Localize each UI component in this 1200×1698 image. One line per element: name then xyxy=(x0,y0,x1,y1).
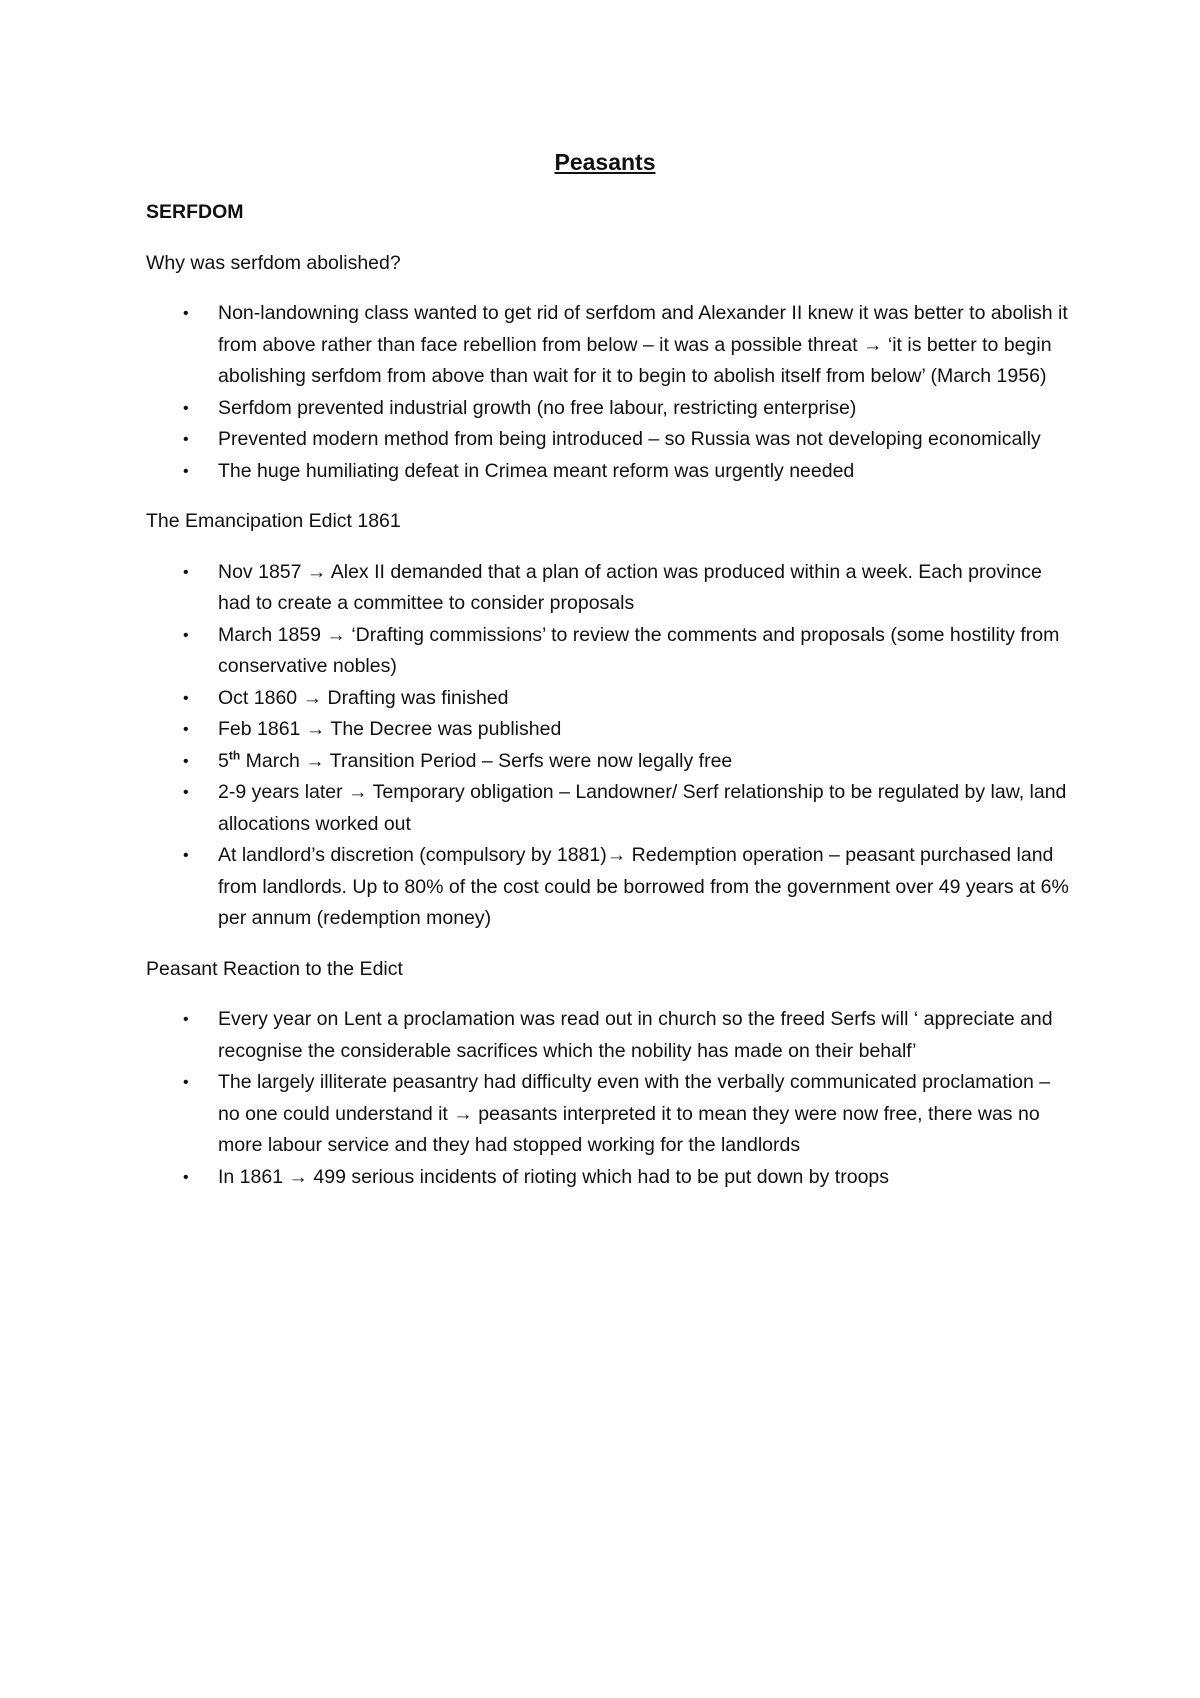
bullet-icon: • xyxy=(183,752,189,770)
bullet-text: Non-landowning class wanted to get rid of serfdom and Alexander II knew it was better to abolish it from above rather than face rebellion from below – it was a possible threat xyxy=(218,302,1068,356)
bullet-icon: • xyxy=(183,431,189,448)
arrow-right-icon: → xyxy=(305,749,325,772)
bullet-icon: • xyxy=(183,462,189,480)
timeline-date-number: 5 xyxy=(218,749,229,772)
bullet-icon: • xyxy=(183,1168,189,1186)
timeline-text: Transition Period – Serfs were now legally free xyxy=(329,749,733,772)
list-item xyxy=(146,777,1076,840)
bullet-icon: • xyxy=(183,689,189,707)
arrow-right-icon: → xyxy=(302,686,323,709)
bullet-text: Prevented modern method from being introduced – so Russia was not developing economically xyxy=(218,428,1041,450)
bullet-text-quote: ‘it is better to begin abolishing serfdom from above than wait for it to begin to abolish itself from below’ (March 1956) xyxy=(218,333,1052,387)
timeline-date: March 1859 xyxy=(218,623,321,646)
section-heading-emancipation-edict: The Emancipation Edict 1861 xyxy=(146,510,401,532)
arrow-right-icon: → xyxy=(288,1165,308,1188)
timeline-text: ‘Drafting commissions’ to review the comments and proposals (some hostility from conservative nobles) xyxy=(218,623,1060,677)
bullet-text: 499 serious incidents of rioting which had to be put down by troops xyxy=(313,1165,890,1188)
list-item xyxy=(146,1067,1076,1162)
list-item xyxy=(146,557,1076,620)
timeline-date-month: March xyxy=(245,749,300,772)
bullet-icon: • xyxy=(183,784,189,801)
page-title: Peasants xyxy=(554,149,656,175)
arrow-right-icon: → xyxy=(306,560,327,583)
serfdom-reasons-list xyxy=(146,298,1076,487)
arrow-right-icon: → xyxy=(305,718,326,740)
arrow-right-icon: → xyxy=(862,333,883,356)
bullet-icon: • xyxy=(183,626,189,644)
timeline-text: Redemption operation – peasant purchased land from landlords. Up to 80% of the cost could be borrowed from the government over 49 years at 6% per annum (redemption money) xyxy=(218,844,1069,929)
timeline-date-ordinal: th xyxy=(228,748,241,762)
bullet-icon: • xyxy=(183,399,189,417)
question-why-abolished: Why was serfdom abolished? xyxy=(146,251,401,274)
bullet-icon: • xyxy=(183,305,189,322)
list-item xyxy=(146,424,1076,456)
bullet-icon: • xyxy=(183,1011,189,1028)
list-item xyxy=(146,746,1076,778)
bullet-text: peasants interpreted it to mean they were now free, there was no more labour service and they had stopped working for the landlords xyxy=(218,1102,1040,1156)
timeline-date: Oct 1860 xyxy=(218,686,298,709)
peasant-reaction-list xyxy=(146,1004,1076,1193)
timeline-date: Feb 1861 xyxy=(218,718,301,740)
bullet-icon: • xyxy=(183,563,189,581)
bullet-icon: • xyxy=(183,721,189,738)
timeline-date: 2-9 years later xyxy=(218,781,343,803)
list-item xyxy=(146,840,1076,935)
bullet-icon: • xyxy=(183,847,189,864)
list-item xyxy=(146,620,1076,683)
bullet-text: The huge humiliating defeat in Crimea meant reform was urgently needed xyxy=(218,459,855,482)
list-item xyxy=(146,456,1076,488)
list-item xyxy=(146,1004,1076,1067)
timeline-date: Nov 1857 xyxy=(218,560,302,583)
list-item xyxy=(146,683,1076,715)
section-heading-peasant-reaction: Peasant Reaction to the Edict xyxy=(146,957,403,980)
document-content xyxy=(146,146,1076,1212)
bullet-text: Every year on Lent a proclamation was read out in church so the freed Serfs will ‘ appreciate and recognise the considerable sacrifices which the nobility has made on their behalf’ xyxy=(218,1008,1053,1062)
arrow-right-icon: → xyxy=(453,1102,473,1125)
edict-timeline-list xyxy=(146,557,1076,935)
timeline-date: At landlord’s discretion (compulsory by 1881) xyxy=(218,844,607,866)
timeline-text: Temporary obligation – Landowner/ Serf relationship to be regulated by law, land allocations worked out xyxy=(218,781,1067,835)
list-item xyxy=(146,714,1076,746)
section-heading-serfdom: SERFDOM xyxy=(146,201,244,223)
bullet-text: The largely illiterate peasantry had difficulty even with the verbally communicated proclamation – no one could understand it xyxy=(218,1071,1051,1125)
bullet-text: Serfdom prevented industrial growth (no free labour, restricting enterprise) xyxy=(218,396,857,419)
bullet-icon: • xyxy=(183,1074,189,1091)
list-item xyxy=(146,1162,1076,1194)
arrow-right-icon: → xyxy=(606,844,627,866)
bullet-text: In 1861 xyxy=(218,1165,284,1188)
timeline-text: Alex II demanded that a plan of action was produced within a week. Each province had to create a committee to consider proposals xyxy=(218,560,1042,614)
list-item xyxy=(146,298,1076,393)
timeline-text: Drafting was finished xyxy=(327,686,509,709)
arrow-right-icon: → xyxy=(326,623,346,646)
list-item xyxy=(146,393,1076,425)
timeline-text: The Decree was published xyxy=(330,718,562,740)
arrow-right-icon: → xyxy=(348,781,368,803)
